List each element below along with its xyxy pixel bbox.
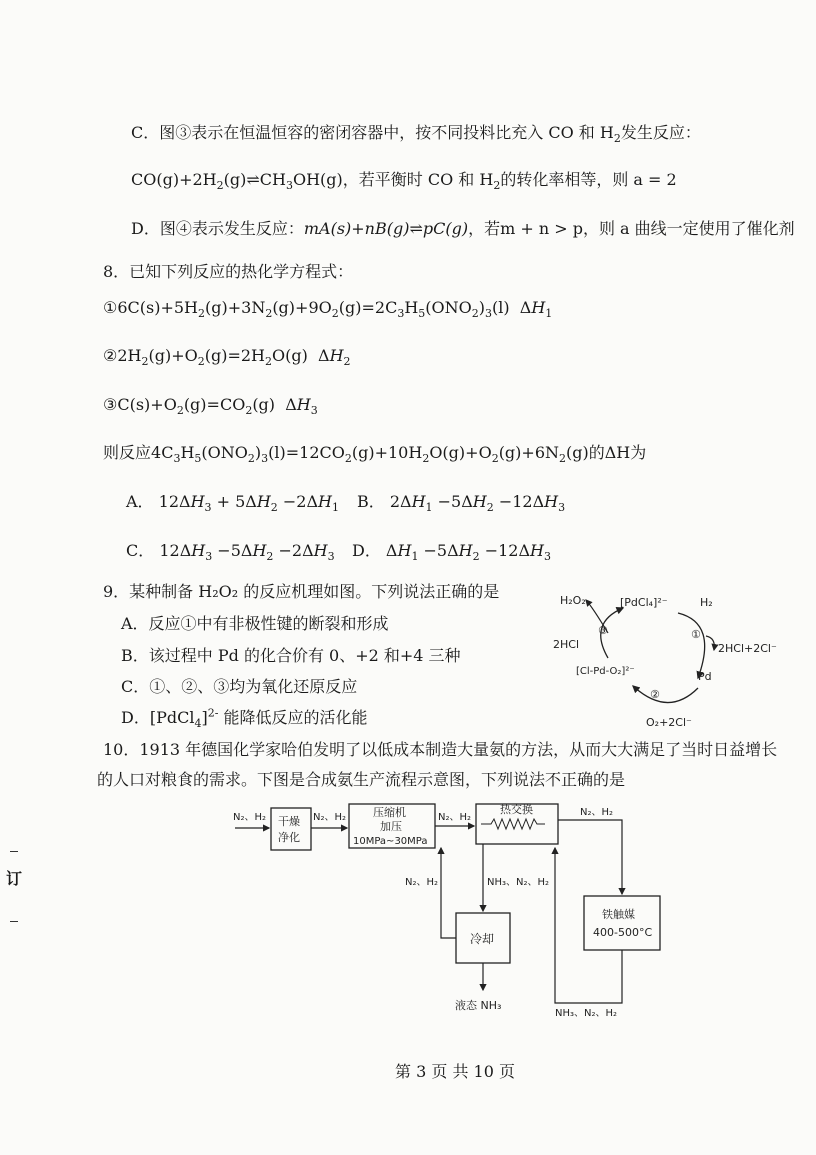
dry-label-1: 干燥 [278,815,300,828]
flow-label-mix2: NH₃、N₂、H₂ [555,1008,618,1019]
margin-mark: 订 [6,869,23,888]
q8-option-b: B． $2\Delta H_1 -5\Delta H_2 -12\Delta H_3$ [357,492,566,515]
cool-label: 冷却 [470,932,495,946]
flow-label-in2: N₂、H₂ [313,812,347,823]
hx-label: 热交换 [500,803,533,816]
label-step2: ② [650,688,660,701]
margin-dash-bottom [10,921,18,922]
q7-c-formula: $CO(g)+2H_2(g)\rightleftharpoons CH_3OH(g)$ [131,170,343,193]
flow-label-in1: N₂、H₂ [233,812,267,823]
q7-d-tail: ，若m + n > p，则 a 曲线一定使用了催化剂 [468,219,795,238]
flow-hx-to-catalyst [558,820,622,894]
q9-option-c: C．①、②、③均为氧化还原反应 [121,677,358,696]
label-reactants2: O₂+2Cl⁻ [646,716,692,729]
label-step1: ① [691,628,701,641]
label-step3: ③ [598,624,608,637]
q7-c-equation: $CO(g)+2H_2(g)\rightleftharpoons CH_3OH(g)$，若平衡时 CO 和 $H_2$的转化率相等，则 a = 2 [131,170,677,193]
q8-stem: 8．已知下列反应的热化学方程式： [103,262,354,281]
q9-stem: 9．某种制备 H₂O₂ 的反应机理如图。下列说法正确的是 [103,582,500,601]
page-footer: 第 3 页 共 10 页 [395,1062,515,1081]
q8-eq1: $①6C(s)+5H_2(g)+3N_2(g)+9O_2(g)=2C_3H_5(ONO_2)_3(l)$ $\Delta H_1$ [103,298,553,321]
label-pd: Pd [698,670,712,683]
flow-label-liquid: 液态 NH₃ [455,999,502,1012]
heat-exchanger-coil [481,819,545,829]
q8-eq2: $②2H_2(g)+O_2(g)=2H_2O(g)$ $\Delta H_2$ [103,346,351,369]
q7-c-eq-text: ，若平衡时 CO 和 H [342,170,494,189]
catalyst-label-1: 铁触媒 [602,908,635,921]
side-arrow-hcl [706,636,714,650]
q8-then-lead: 则反应 [103,443,152,462]
q8-c-label: C． [126,541,155,560]
q8-option-d: D． $\Delta H_1 -5\Delta H_2 -12\Delta H_3$ [352,541,551,564]
label-peroxo-complex: [Cl-Pd-O₂]²⁻ [576,666,635,677]
q8-then-tail: 的ΔH为 [588,443,647,462]
catalyst-box [584,896,660,950]
q7-option-c: C．图③表示在恒温恒容的密闭容器中，按不同投料比充入 CO 和 $H_2$发生反应： [131,123,701,146]
label-products1: 2HCl+2Cl⁻ [718,642,777,655]
ammonia-flow-chart [225,798,675,1023]
dry-label-2: 净化 [278,831,300,844]
q10-line1: 10．1913 年德国化学家哈伯发明了以低成本制造大量氨的方法，从而大大满足了当时日益增长 [103,740,778,759]
comp-label-3: 10MPa~30MPa [353,836,428,847]
flow-label-out1: N₂、H₂ [580,807,614,818]
q8-a-label: A． [126,492,154,511]
flow-label-mix1: NH₃、N₂、H₂ [487,877,550,888]
q7-c-eq-tail: 的转化率相等，则 a = 2 [500,170,677,189]
q7-d-formula: mA(s)+nB(g)⇌pC(g) [303,219,469,238]
q7-d-lead: D．图④表示发生反应： [131,219,304,238]
q8-option-c: C． $12\Delta H_3 -5\Delta H_2 -2\Delta H_3$ [126,541,335,564]
q9-option-b: B．该过程中 Pd 的化合价有 0、+2 和+4 三种 [121,646,461,665]
q9-option-a: A．反应①中有非极性键的断裂和形成 [121,614,389,633]
comp-label-2: 加压 [380,820,402,833]
q8-eq3: $③C(s)+O_2(g)=CO_2(g)$ $\Delta H_3$ [103,395,318,418]
flow-label-return: N₂、H₂ [405,877,439,888]
margin-dash-top [10,851,18,852]
label-h2o2: H₂O₂ [560,594,586,607]
label-h2: H₂ [700,596,713,609]
q9-option-d: D．[PdCl$_4$]$^{2-}$ 能降低反应的活化能 [121,706,368,731]
comp-label-1: 压缩机 [373,806,406,819]
q7-option-d [131,219,795,239]
flow-cool-return [441,848,456,938]
q8-d-label: D． [352,541,381,560]
q9-mechanism-diagram [548,578,798,738]
catalyst-label-2: 400-500°C [593,926,653,939]
cycle-arc-right [678,613,705,678]
q10-line2: 的人口对粮食的需求。下图是合成氨生产流程示意图，下列说法不正确的是 [97,770,626,789]
cycle-arc-bottom [633,686,698,703]
q8-then: 则反应$4C_3H_5(ONO_2)_3(l)=12CO_2(g)+10H_2O(g)+O_2(g)+6N_2(g)$的ΔH为 [103,443,647,466]
q8-b-label: B． [357,492,385,511]
q9-d-tail: 能降低反应的活化能 [218,708,368,727]
flow-label-in3: N₂、H₂ [438,812,472,823]
q7-c-tail: 发生反应： [620,123,701,142]
q7-c-lead: C．图③表示在恒温恒容的密闭容器中，按不同投料比充入 CO 和 H [131,123,614,142]
q8-option-a: A． $12\Delta H_3 + 5\Delta H_2 -2\Delta H_1$ [126,492,339,515]
label-2hcl-left: 2HCl [553,638,580,651]
label-pdcl4: [PdCl₄]²⁻ [620,596,668,609]
